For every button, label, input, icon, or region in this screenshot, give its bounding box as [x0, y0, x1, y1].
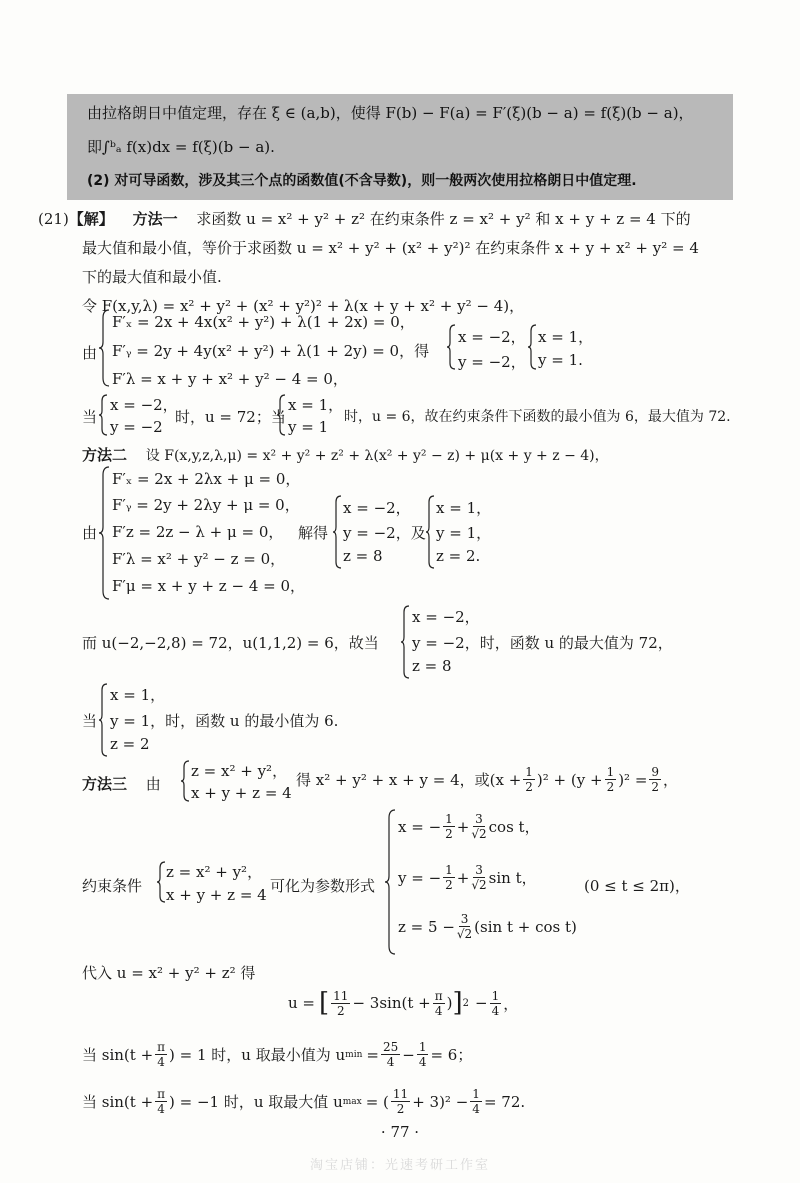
- m2-sol2-y: y = 1，: [436, 524, 492, 542]
- m1-sol2-x: x = 1，: [538, 328, 594, 346]
- note-line-2: 即∫ᵇₐ f(x)dx = f(ξ)(b − a).: [87, 138, 275, 156]
- m1-c2-y: y = 1: [288, 418, 329, 436]
- m1-sys-eq-1: F′ₓ = 2x + 4x(x² + y²) + λ(1 + 2x) = 0，: [112, 313, 415, 331]
- note-line-1: 由拉格朗日中值定理，存在 ξ ∈ (a,b)，使得 F(b) − F(a) = F′(ξ)(b − a) = f(ξ)(b − a)，: [87, 104, 694, 122]
- brace-m3-param: [384, 808, 396, 956]
- watermark: 淘宝店铺：光速考研工作室: [309, 1158, 490, 1173]
- m1-para-2: 最大值和最小值，等价于求函数 u = x² + y² + (x² + y²)² 在约束条件 x + y + x² + y² = 4: [82, 239, 699, 257]
- brace-m2-c1: [400, 604, 410, 680]
- m3-max-line: 当 sin(t + $\frac{\pi}{4}$ ) = −1 时，u 取最大值 u max = ( $\frac{11}{2}$ + 3)² − $\frac{1}{4}$ = 72.: [82, 1087, 526, 1116]
- method-2-title: 方法二: [82, 446, 128, 464]
- m3-yueshu: 约束条件: [82, 877, 143, 895]
- m1-c1-x: x = −2，: [110, 396, 178, 414]
- m2-c1-y: y = −2，时，函数 u 的最大值为 72，: [412, 634, 673, 652]
- m2-para-1: 设 F(x,y,z,λ,μ) = x² + y² + z² + λ(x² + y² − z) + μ(x + y + z − 4)，: [145, 448, 609, 464]
- m2-sys-eq-5: F′μ = x + y + z − 4 = 0，: [112, 577, 306, 595]
- m1-c1-y: y = −2: [110, 418, 163, 436]
- m3-min-line: 当 sin(t + $\frac{\pi}{4}$ ) = 1 时，u 取最小值为 u min = $\frac{25}{4}$ − $\frac{1}{4}$ = 6；: [82, 1040, 473, 1069]
- brace-m1-sol1: [446, 323, 456, 371]
- m2-sol1-x: x = −2，: [343, 499, 411, 517]
- m1-para-3: 下的最大值和最小值.: [82, 268, 222, 286]
- brace-m2-c2: [98, 682, 108, 758]
- m2-c2-x: x = 1，: [110, 686, 166, 704]
- brace-m3-sys2: [156, 860, 166, 904]
- m2-header: [82, 444, 609, 465]
- m2-dang: 当: [82, 712, 98, 730]
- m3-param-y: y = − $\frac{1}{2}$ + $\frac{3}{√2}$ sin t，: [398, 863, 537, 892]
- m3-kehua: 可化为参数形式: [270, 877, 376, 895]
- m3-circle-eq: 得 x² + y² + x + y = 4，或 (x + $\frac{1}{2}$ )² + (y + $\frac{1}{2}$ )² = $\frac{9}{2}$ ，: [296, 765, 679, 794]
- m1-sys-eq-3: F′λ = x + y + x² + y² − 4 = 0，: [112, 370, 348, 388]
- method-1-title: 方法一: [132, 210, 178, 228]
- brace-m1-c1: [98, 393, 108, 437]
- m3-param-x: x = − $\frac{1}{2}$ + $\frac{3}{√2}$ cos t，: [398, 812, 540, 841]
- m1-sol1-y: y = −2，: [458, 353, 526, 371]
- m2-c1-z: z = 8: [412, 657, 452, 675]
- page-number: · 77 ·: [380, 1123, 420, 1141]
- m3-sys-1: z = x² + y²，: [191, 762, 288, 780]
- m2-c1-x: x = −2，: [412, 608, 480, 626]
- m2-sys-eq-4: F′λ = x² + y² − z = 0，: [112, 550, 286, 568]
- m2-c2-z: z = 2: [110, 735, 150, 753]
- m2-you: 由: [82, 524, 98, 542]
- m1-dang: 当: [82, 408, 98, 426]
- m2-sol2-z: z = 2.: [436, 547, 481, 565]
- m1-text-2: 时，u = 6，故在约束条件下函数的最小值为 6，最大值为 72.: [344, 409, 731, 425]
- brace-m2-sol2: [425, 494, 435, 570]
- brace-m3-sys: [180, 759, 190, 803]
- m1-para-1: 求函数 u = x² + y² + z² 在约束条件 z = x² + y² 和 x + y + z = 4 下的: [196, 210, 691, 228]
- m1-sys-eq-2: F′ᵧ = 2y + 4y(x² + y²) + λ(1 + 2y) = 0，得: [112, 342, 430, 360]
- m2-sol1-y: y = −2，及: [343, 524, 426, 542]
- m2-sys-eq-1: F′ₓ = 2x + 2λx + μ = 0，: [112, 470, 301, 488]
- brace-m1-sol2: [527, 323, 537, 371]
- problem-number: (21)【解】 方法一 求函数 u = x² + y² + z² 在约束条件 z = x² + y² 和 x + y + z = 4 下的: [38, 210, 691, 228]
- m3-sys-2: x + y + z = 4: [191, 784, 292, 802]
- note-line-3: (2) 对可导函数，涉及其三个点的函数值(不含导数)，则一般两次使用拉格朗日中值定理.: [87, 173, 637, 189]
- m3-u-expression: u = [ $\frac{11}{2}$ − 3sin(t + $\frac{\pi}{4}$ ) ] 2 − $\frac{1}{4}$ ，: [288, 988, 519, 1018]
- brace-m1-system: [98, 308, 110, 388]
- m3-dairu: 代入 u = x² + y² + z² 得: [82, 964, 256, 982]
- m2-sol2-x: x = 1，: [436, 499, 492, 517]
- m3-sys2-1: z = x² + y²，: [166, 863, 263, 881]
- brace-m2-sol1: [332, 494, 342, 570]
- m3-param-z: z = 5 − $\frac{3}{√2}$ (sin t + cos t): [398, 912, 577, 941]
- m1-you: 由: [82, 344, 98, 362]
- m1-c2-x: x = 1，: [288, 396, 344, 414]
- method-3-title: 方法三 由: [82, 775, 161, 793]
- brace-m1-c2: [276, 393, 286, 437]
- m2-sys-eq-2: F′ᵧ = 2y + 2λy + μ = 0，: [112, 496, 300, 514]
- m1-sol1-x: x = −2，: [458, 328, 526, 346]
- m1-para-4: 令 F(x,y,λ) = x² + y² + (x² + y²)² + λ(x + y + x² + y² − 4)，: [82, 297, 525, 315]
- m2-sol1-z: z = 8: [343, 547, 383, 565]
- m2-c2-y: y = 1，时，函数 u 的最小值为 6.: [110, 712, 339, 730]
- m1-sol2-y: y = 1.: [538, 351, 583, 369]
- theorem-note-box: [67, 94, 733, 200]
- m2-er: 而 u(−2,−2,8) = 72，u(1,1,2) = 6，故当: [82, 634, 379, 652]
- m2-jiede: 解得: [298, 524, 329, 542]
- m2-sys-eq-3: F′z = 2z − λ + μ = 0，: [112, 523, 284, 541]
- m3-range: (0 ≤ t ≤ 2π)，: [584, 877, 690, 895]
- m1-text-1: 时，u = 72；当: [175, 408, 286, 426]
- brace-m2-system: [98, 465, 110, 601]
- m3-sys2-2: x + y + z = 4: [166, 886, 267, 904]
